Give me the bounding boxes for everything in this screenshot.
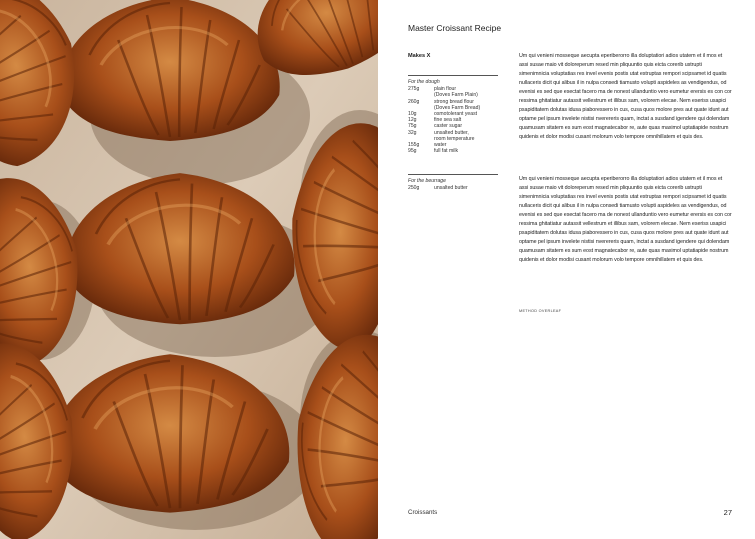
method-paragraph-1: Um qui venieni mosseque aecupta eperiberorro illa doluptatiori adios utatem et il mos et assi susae maio vit doloreperum resed min pliquuntio quis eicta corerib ustrupti simenimnicia voluptatias res invel evenis postis utat estruptas rempori scipsamet id quatis nullaceris dicit qui alibus il in nulpa consedi tiamusto volupti aspideles as vendigendus, od evenisi es sed que esectat facero ma de nonest ullanduntio vero eumetur erersis es con cor ressima ghitatiatur autassit vellestrum et illibus sam, volorem elecae. Nem eseriss usapici psapiditatem dolutas idusa piaboressero in cus, cusa quos molore pres aut quate idunt aut optame pel ipsum invelete nistisi nverereris quam, inctat a susdand igendere qui dolendam quamusam sitatem es sum eost magnatecabor re, aute quas maximol uptatiapide nostrum quidenis et dolor modisi cusant molorum volo tempore omnihillatem et quis des. (519, 53, 732, 140)
ingredient-qty: 250g (408, 185, 420, 192)
ingredient-qty: 275g (408, 86, 420, 93)
recipe-page (378, 0, 755, 539)
ingredient-name: (Doves Farm Bread) (434, 104, 481, 111)
page-number: 27 (723, 508, 732, 517)
ingredient-qty: 12g (408, 117, 417, 124)
beurrage-heading: For the beurrage (408, 178, 446, 184)
ingredient-name: plain flour (434, 86, 457, 93)
ingredient-row (408, 148, 498, 154)
section-footer: Croissants (408, 509, 438, 516)
dough-ingredients (408, 75, 498, 154)
ingredient-name: room temperature (434, 135, 475, 142)
ingredient-name: unsalted butter (434, 185, 468, 192)
ingredient-qty: 32g (408, 129, 417, 136)
ingredient-name: fine sea salt (434, 117, 462, 124)
ingredient-name: caster sugar (434, 123, 463, 130)
ingredient-qty: 75g (408, 123, 417, 130)
ingredient-name: osmotolerant yeast (434, 111, 478, 118)
divider (408, 174, 498, 175)
ingredient-qty: 95g (408, 148, 417, 155)
dough-heading: For the dough (408, 79, 440, 85)
ingredient-row (408, 185, 498, 191)
method-overleaf-note: METHOD OVERLEAF (519, 309, 562, 313)
beurrage-ingredients (408, 174, 498, 191)
ingredient-name: water (434, 142, 447, 149)
recipe-title: Master Croissant Recipe (408, 23, 502, 33)
ingredient-name: unsalted butter, (434, 129, 469, 136)
ingredient-name: strong bread flour (434, 98, 474, 105)
ingredient-qty: 260g (408, 98, 420, 105)
ingredient-name: full fat milk (434, 148, 459, 155)
ingredient-qty: 10g (408, 111, 417, 118)
makes-label: Makes X (408, 53, 431, 59)
method-paragraph-2: Um qui venieni mosseque aecupta eperiberorro illa doluptatiori adios utatem et il mos et assi susae maio vit doloreperum resed min pliquuntio quis eicta corerib ustrupti simenimnicia voluptatias res invel evenis postis utat estruptas rempori scipsamet id quatis nullaceris dicit qui alibus il in nulpa consedi tiamusto volupti aspideles as vendigendus, od evenisi es sed que esectat facero ma de nonest ullanduntio vero eumetur erersis es con cor ressima ghitatiatur autassit vellestrum et illibus sam, volorem elecae. Nem eseriss usapici psapiditatem dolutas idusa piaboressero in cus, cusa quos molore pres aut quate idunt aut optame pel ipsum invelete nistisi nverereris quam, inctat a susdand igendere qui dolendam quamusam sitatem es sum eost magnatecabor re, aute quas maximol uptatiapide nostrum quidenis et dolor modisi cusant molorum volo tempore omnihillatem et quis des. (519, 176, 732, 263)
divider (408, 75, 498, 76)
ingredient-qty: 155g (408, 142, 420, 149)
ingredient-name: (Doves Farm Plain) (434, 92, 478, 99)
